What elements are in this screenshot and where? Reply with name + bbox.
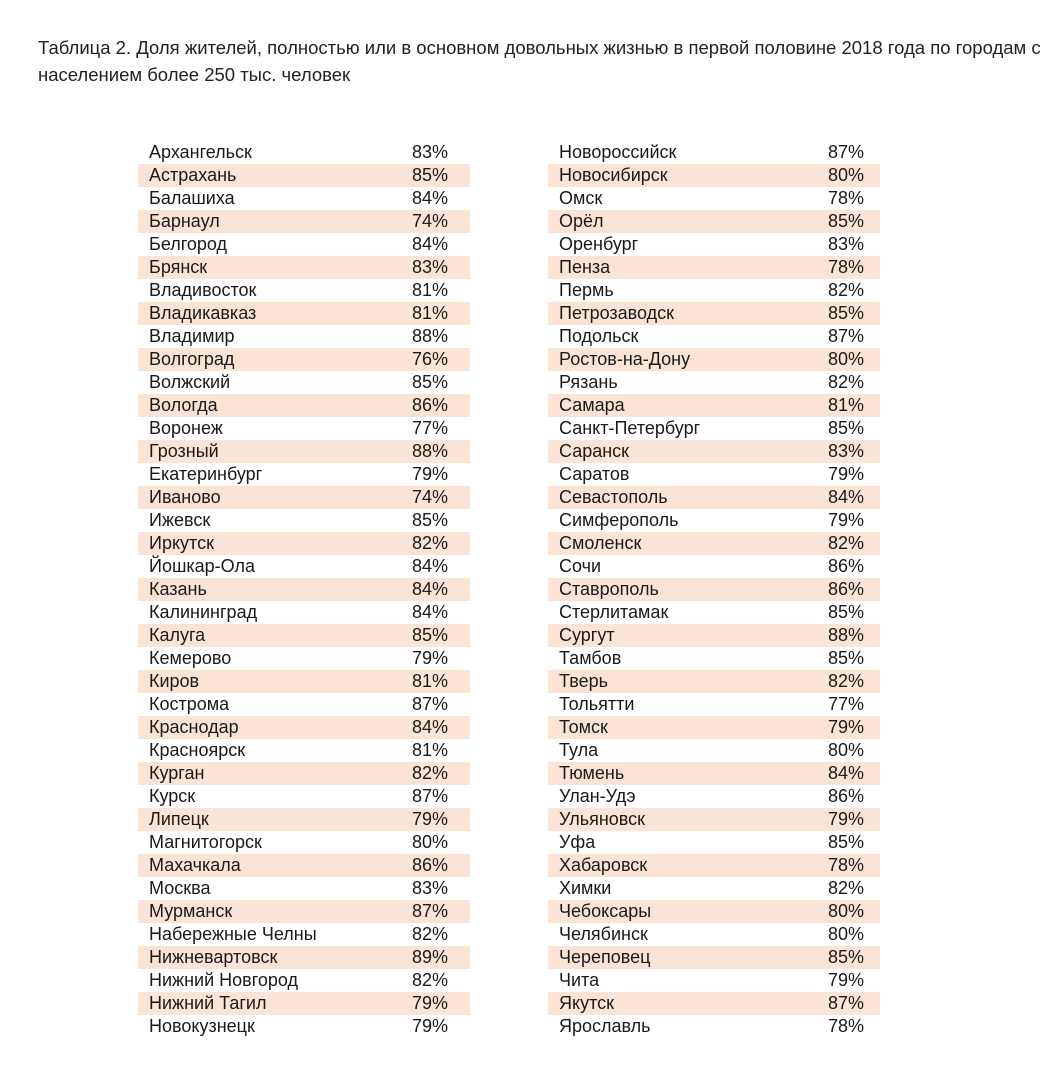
satisfaction-percent: 74%: [412, 487, 449, 507]
city-name: Владивосток: [149, 280, 257, 300]
table-row: [548, 210, 880, 233]
satisfaction-percent: 87%: [412, 901, 449, 921]
satisfaction-percent: 85%: [828, 648, 865, 668]
satisfaction-percent: 86%: [412, 395, 449, 415]
table-row: [548, 762, 880, 785]
table-row: [138, 325, 470, 348]
table-row: [548, 256, 880, 279]
table-row: [138, 509, 470, 532]
table-row: [548, 647, 880, 670]
city-name: Москва: [149, 878, 211, 898]
table-row: [548, 463, 880, 486]
table-row: [138, 693, 470, 716]
table-row: [548, 716, 880, 739]
table-row: [138, 739, 470, 762]
table-row: [138, 417, 470, 440]
satisfaction-percent: 79%: [412, 993, 449, 1013]
city-name: Оренбург: [559, 234, 639, 254]
satisfaction-percent: 79%: [412, 809, 449, 829]
city-name: Волжский: [149, 372, 231, 392]
city-name: Саранск: [559, 441, 630, 461]
city-name: Омск: [559, 188, 603, 208]
satisfaction-percent: 82%: [412, 533, 449, 553]
table-row: [548, 808, 880, 831]
satisfaction-percent: 85%: [828, 303, 865, 323]
satisfaction-percent: 85%: [828, 211, 865, 231]
satisfaction-percent: 87%: [828, 326, 865, 346]
table-row: [548, 693, 880, 716]
satisfaction-percent: 84%: [412, 717, 449, 737]
city-name: Пермь: [559, 280, 614, 300]
satisfaction-percent: 79%: [828, 970, 865, 990]
table-row: [138, 394, 470, 417]
city-name: Новосибирск: [559, 165, 668, 185]
table-row: [548, 624, 880, 647]
city-name: Петрозаводск: [559, 303, 675, 323]
city-name: Новороссийск: [559, 142, 677, 162]
city-name: Казань: [149, 579, 207, 599]
table-row: [138, 486, 470, 509]
city-name: Севастополь: [559, 487, 668, 507]
satisfaction-percent: 80%: [828, 901, 865, 921]
satisfaction-percent: 84%: [412, 556, 449, 576]
table-row: [138, 463, 470, 486]
satisfaction-percent: 81%: [828, 395, 865, 415]
city-name: Ижевск: [149, 510, 211, 530]
satisfaction-percent: 78%: [828, 1016, 865, 1036]
satisfaction-percent: 82%: [412, 924, 449, 944]
table-row: [548, 992, 880, 1015]
table-row: [138, 854, 470, 877]
city-name: Нижний Новгород: [149, 970, 299, 990]
table-row: [138, 1015, 470, 1038]
table-row: [548, 923, 880, 946]
table-row: [548, 279, 880, 302]
city-name: Тула: [559, 740, 599, 760]
table-row: [138, 279, 470, 302]
city-name: Смоленск: [559, 533, 642, 553]
city-name: Мурманск: [149, 901, 233, 921]
city-name: Калининград: [149, 602, 258, 622]
table-row: [138, 923, 470, 946]
satisfaction-percent: 82%: [828, 280, 865, 300]
satisfaction-percent: 82%: [828, 372, 865, 392]
city-name: Череповец: [559, 947, 651, 967]
satisfaction-percent: 85%: [828, 832, 865, 852]
table-row: [548, 670, 880, 693]
city-name: Уфа: [559, 832, 596, 852]
satisfaction-percent: 89%: [412, 947, 449, 967]
satisfaction-percent: 85%: [412, 625, 449, 645]
city-name: Нижневартовск: [149, 947, 278, 967]
city-name: Краснодар: [149, 717, 239, 737]
table-row: [548, 739, 880, 762]
satisfaction-percent: 78%: [828, 188, 865, 208]
table-row: [138, 532, 470, 555]
satisfaction-percent: 87%: [828, 993, 865, 1013]
satisfaction-percent: 85%: [412, 372, 449, 392]
table-row: [548, 946, 880, 969]
city-name: Иваново: [149, 487, 221, 507]
satisfaction-percent: 78%: [828, 257, 865, 277]
table-row: [138, 256, 470, 279]
table-caption: Таблица 2. Доля жителей, полностью или в основном довольных жизнью в первой половине 2018 года по городам с населением более 250 тыс. человек: [38, 37, 1041, 85]
table-row: [138, 302, 470, 325]
city-name: Магнитогорск: [149, 832, 262, 852]
table-row: [138, 992, 470, 1015]
satisfaction-percent: 84%: [412, 234, 449, 254]
table-row: [548, 601, 880, 624]
city-name: Махачкала: [149, 855, 241, 875]
satisfaction-percent: 79%: [828, 510, 865, 530]
table-row: [138, 785, 470, 808]
table-row: [138, 164, 470, 187]
city-name: Екатеринбург: [149, 464, 263, 484]
city-name: Брянск: [149, 257, 208, 277]
city-name: Новокузнецк: [149, 1016, 255, 1036]
city-name: Набережные Челны: [149, 924, 317, 944]
table-row: [548, 440, 880, 463]
city-name: Кострома: [149, 694, 230, 714]
table-row: [548, 325, 880, 348]
satisfaction-percent: 81%: [412, 303, 449, 323]
table-row: [548, 509, 880, 532]
satisfaction-percent: 88%: [412, 326, 449, 346]
city-name: Владикавказ: [149, 303, 257, 323]
table-row: [548, 578, 880, 601]
city-name: Рязань: [559, 372, 618, 392]
city-name: Йошкар-Ола: [149, 556, 255, 576]
city-name: Тольятти: [559, 694, 635, 714]
satisfaction-percent: 79%: [412, 1016, 449, 1036]
city-name: Ульяновск: [559, 809, 646, 829]
city-name: Балашиха: [149, 188, 235, 208]
city-name: Ставрополь: [559, 579, 659, 599]
city-name: Чебоксары: [559, 901, 652, 921]
satisfaction-percent: 82%: [828, 671, 865, 691]
satisfaction-percent: 77%: [828, 694, 865, 714]
table-row: [138, 440, 470, 463]
city-name: Кемерово: [149, 648, 232, 668]
table-row: [548, 532, 880, 555]
satisfaction-percent: 79%: [412, 648, 449, 668]
satisfaction-percent: 79%: [412, 464, 449, 484]
city-name: Санкт-Петербург: [559, 418, 701, 438]
satisfaction-percent: 85%: [412, 165, 449, 185]
satisfaction-percent: 77%: [412, 418, 449, 438]
table-row: [548, 854, 880, 877]
city-name: Улан-Удэ: [559, 786, 636, 806]
satisfaction-percent: 84%: [828, 487, 865, 507]
satisfaction-percent: 80%: [828, 740, 865, 760]
table-row: [548, 486, 880, 509]
satisfaction-percent: 88%: [828, 625, 865, 645]
satisfaction-percent: 85%: [828, 418, 865, 438]
satisfaction-percent: 81%: [412, 671, 449, 691]
satisfaction-percent: 84%: [412, 188, 449, 208]
city-name: Вологда: [149, 395, 218, 415]
satisfaction-percent: 87%: [828, 142, 865, 162]
table-row: [548, 371, 880, 394]
table-row: [138, 946, 470, 969]
table-row: [138, 210, 470, 233]
table-row: [138, 601, 470, 624]
city-name: Тверь: [559, 671, 608, 691]
city-name: Нижний Тагил: [149, 993, 267, 1013]
city-name: Астрахань: [149, 165, 237, 185]
satisfaction-percent: 82%: [412, 970, 449, 990]
table-row: [138, 371, 470, 394]
satisfaction-percent: 83%: [412, 142, 449, 162]
satisfaction-percent: 84%: [412, 602, 449, 622]
city-name: Калуга: [149, 625, 206, 645]
satisfaction-percent: 83%: [412, 257, 449, 277]
table-row: [138, 578, 470, 601]
satisfaction-percent: 86%: [412, 855, 449, 875]
city-name: Симферополь: [559, 510, 679, 530]
satisfaction-percent: 80%: [412, 832, 449, 852]
satisfaction-percent: 87%: [412, 694, 449, 714]
city-name: Архангельск: [149, 142, 252, 162]
satisfaction-percent: 82%: [828, 533, 865, 553]
table-row: [548, 785, 880, 808]
city-name: Самара: [559, 395, 625, 415]
city-name: Саратов: [559, 464, 630, 484]
city-name: Тюмень: [559, 763, 625, 783]
satisfaction-percent: 79%: [828, 717, 865, 737]
satisfaction-percent: 86%: [828, 786, 865, 806]
table-row: [138, 670, 470, 693]
table-row: [138, 348, 470, 371]
satisfaction-percent: 76%: [412, 349, 449, 369]
satisfaction-percent: 86%: [828, 579, 865, 599]
city-name: Киров: [149, 671, 200, 691]
table-row: [138, 808, 470, 831]
city-name: Якутск: [559, 993, 614, 1013]
city-name: Грозный: [149, 441, 219, 461]
satisfaction-percent: 79%: [828, 809, 865, 829]
table-row: [548, 187, 880, 210]
table-row: [548, 348, 880, 371]
table-row: [138, 969, 470, 992]
table-row: [548, 164, 880, 187]
satisfaction-percent: 86%: [828, 556, 865, 576]
satisfaction-percent: 82%: [828, 878, 865, 898]
table-row: [138, 647, 470, 670]
city-table-left-column: [138, 141, 470, 1038]
city-name: Белгород: [149, 234, 228, 254]
table-row: [548, 1015, 880, 1038]
satisfaction-percent: 87%: [412, 786, 449, 806]
city-name: Орёл: [559, 211, 604, 231]
city-name: Пенза: [559, 257, 611, 277]
city-name: Курган: [149, 763, 205, 783]
satisfaction-percent: 84%: [412, 579, 449, 599]
city-name: Сочи: [559, 556, 602, 576]
satisfaction-percent: 84%: [828, 763, 865, 783]
table-row: [138, 762, 470, 785]
city-name: Ростов-на-Дону: [559, 349, 691, 369]
city-name: Красноярск: [149, 740, 246, 760]
table-row: [138, 555, 470, 578]
table-row: [548, 555, 880, 578]
satisfaction-percent: 83%: [828, 441, 865, 461]
city-name: Тамбов: [559, 648, 622, 668]
city-name: Курск: [149, 786, 196, 806]
table-row: [138, 716, 470, 739]
city-name: Стерлитамак: [559, 602, 669, 622]
table-row: [138, 831, 470, 854]
city-name: Волгоград: [149, 349, 235, 369]
city-name: Подольск: [559, 326, 639, 346]
table-row: [548, 831, 880, 854]
city-name: Химки: [559, 878, 612, 898]
table-row: [138, 141, 470, 164]
city-name: Чита: [559, 970, 600, 990]
table-row: [138, 233, 470, 256]
table-row: [138, 877, 470, 900]
city-table-right-column: [548, 141, 880, 1038]
satisfaction-percent: 83%: [828, 234, 865, 254]
table-row: [138, 187, 470, 210]
city-name: Томск: [559, 717, 608, 737]
satisfaction-percent: 80%: [828, 349, 865, 369]
satisfaction-percent: 81%: [412, 280, 449, 300]
satisfaction-percent: 85%: [828, 947, 865, 967]
city-name: Ярославль: [559, 1016, 651, 1036]
city-name: Иркутск: [149, 533, 214, 553]
table-row: [548, 900, 880, 923]
city-name: Липецк: [149, 809, 209, 829]
satisfaction-percent: 80%: [828, 924, 865, 944]
satisfaction-percent: 81%: [412, 740, 449, 760]
table-row: [138, 624, 470, 647]
satisfaction-percent: 80%: [828, 165, 865, 185]
table-row: [548, 877, 880, 900]
city-name: Воронеж: [149, 418, 223, 438]
satisfaction-percent: 82%: [412, 763, 449, 783]
table-row: [548, 394, 880, 417]
satisfaction-percent: 85%: [828, 602, 865, 622]
city-name: Челябинск: [559, 924, 648, 944]
satisfaction-percent: 79%: [828, 464, 865, 484]
satisfaction-percent: 83%: [412, 878, 449, 898]
city-name: Хабаровск: [559, 855, 648, 875]
city-name: Владимир: [149, 326, 235, 346]
city-name: Сургут: [559, 625, 615, 645]
table-row: [138, 900, 470, 923]
table-row: [548, 302, 880, 325]
satisfaction-percent: 74%: [412, 211, 449, 231]
table-row: [548, 233, 880, 256]
table-row: [548, 417, 880, 440]
city-name: Барнаул: [149, 211, 220, 231]
satisfaction-percent: 78%: [828, 855, 865, 875]
satisfaction-percent: 85%: [412, 510, 449, 530]
table-row: [548, 969, 880, 992]
satisfaction-percent: 88%: [412, 441, 449, 461]
table-row: [548, 141, 880, 164]
